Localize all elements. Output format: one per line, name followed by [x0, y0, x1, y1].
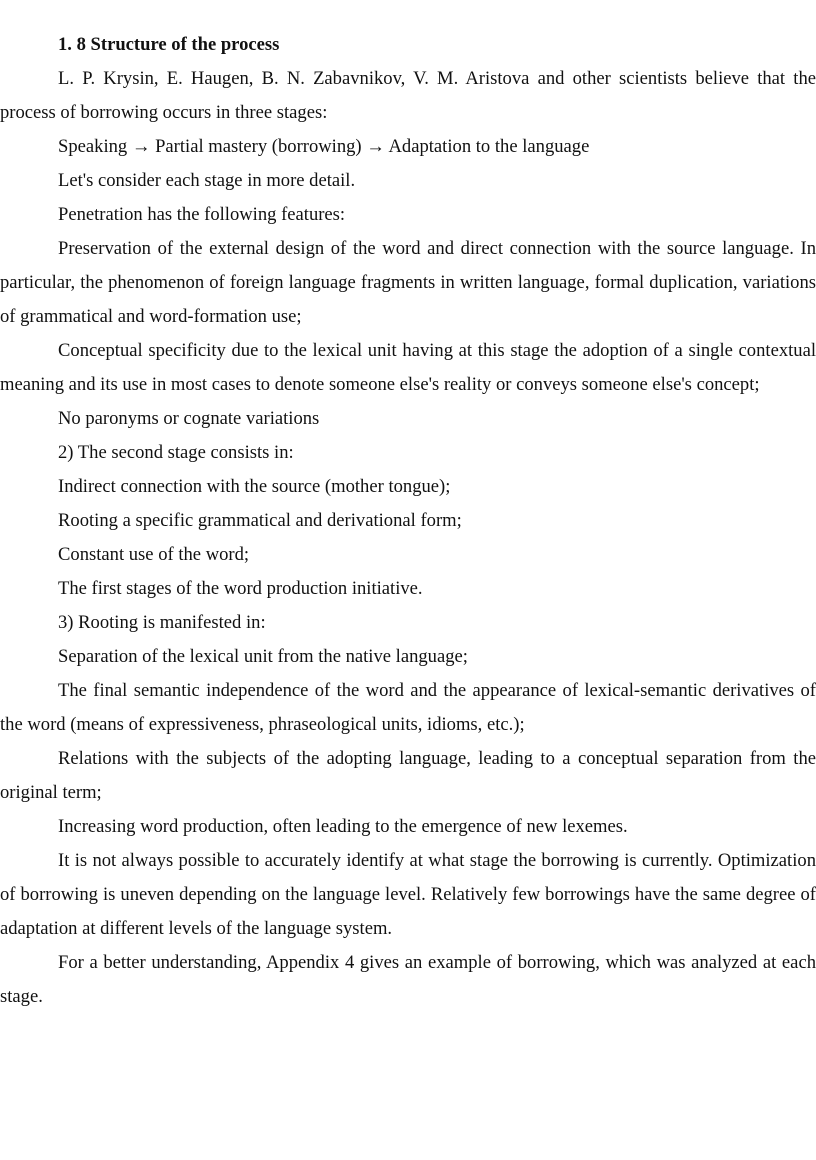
paragraph-first-stages: The first stages of the word production initiative. [58, 578, 423, 599]
paragraph-preservation: Preservation of the external design of the word and direct connection with the source language. In particular, the phenomenon of foreign language fragments in written language, formal duplication, variations of grammatical and word-formation use; [0, 238, 816, 327]
section-heading: 1. 8 Structure of the process [58, 34, 280, 55]
paragraph-relations: Relations with the subjects of the adopting language, leading to a conceptual separation from the original term; [0, 748, 816, 803]
paragraph-third-stage: 3) Rooting is manifested in: [58, 612, 266, 633]
paragraph-rooting-form: Rooting a specific grammatical and derivational form; [58, 510, 462, 531]
paragraph-constant-use: Constant use of the word; [58, 544, 250, 565]
paragraph-consider-stages: Let's consider each stage in more detail. [58, 170, 356, 191]
paragraph-second-stage: 2) The second stage consists in: [58, 442, 294, 463]
paragraph-indirect-connection: Indirect connection with the source (mother tongue); [58, 476, 451, 497]
document-page [0, 28, 816, 1014]
paragraph-conceptual-specificity: Conceptual specificity due to the lexical unit having at this stage the adoption of a single contextual meaning and its use in most cases to denote someone else's reality or conveys someone else's concept; [0, 340, 816, 395]
paragraph-semantic-independence: The final semantic independence of the word and the appearance of lexical-semantic derivatives of the word (means of expressiveness, phraseological units, idioms, etc.); [0, 680, 816, 735]
paragraph-stages-sequence: Speaking → Partial mastery (borrowing) → Adaptation to the language [58, 136, 590, 157]
paragraph-word-production: Increasing word production, often leading to the emergence of new lexemes. [58, 816, 628, 837]
paragraph-intro: L. P. Krysin, E. Haugen, B. N. Zabavnikov, V. M. Aristova and other scientists believe that the process of borrowing occurs in three stages: [0, 68, 816, 123]
paragraph-penetration-features: Penetration has the following features: [58, 204, 346, 225]
paragraph-identify-stage: It is not always possible to accurately identify at what stage the borrowing is currently. Optimization of borrowing is uneven depending on the language level. Relatively few borrowings have the same degree of adaptation at different levels of the language system. [0, 850, 816, 939]
paragraph-appendix-reference: For a better understanding, Appendix 4 gives an example of borrowing, which was analyzed at each stage. [0, 952, 816, 1007]
paragraph-separation: Separation of the lexical unit from the native language; [58, 646, 468, 667]
paragraph-no-paronyms: No paronyms or cognate variations [58, 408, 320, 429]
